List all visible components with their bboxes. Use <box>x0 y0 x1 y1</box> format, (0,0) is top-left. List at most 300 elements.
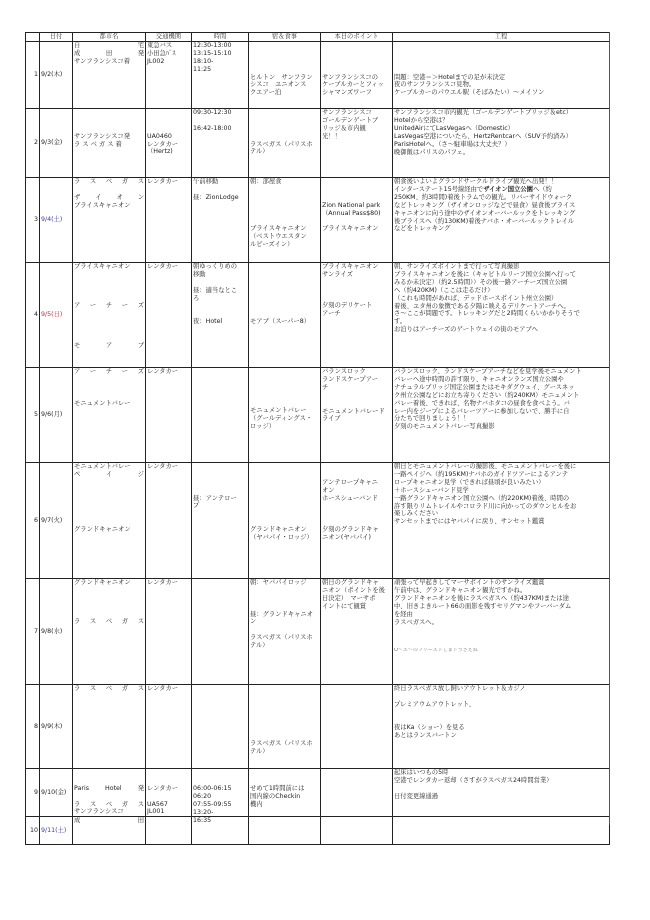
city-line: ラ ス ベ ガ ス <box>74 800 144 808</box>
header-row <box>26 33 610 42</box>
header-city: 都市名 <box>73 33 146 42</box>
point-line: オン <box>322 486 335 494</box>
itinerary-line: サンフランシスコ市内観光（ゴールデンゲートブリッジ＆etc） <box>394 109 573 116</box>
lodging-line: ルビーズイン） <box>250 241 294 249</box>
date-cell: 9/7(火) <box>40 463 73 579</box>
lodging-line <box>250 194 319 202</box>
time-line: ろ <box>193 294 200 302</box>
itinerary-line: 後ブライスへ（約130KM)着後ナバホ・オーバールックトレイル <box>394 217 575 225</box>
point-line: アーチ <box>322 310 341 318</box>
city-line: ラ ス ベ ガ ス <box>74 178 144 185</box>
time-cell <box>192 769 249 817</box>
header-lodging: 宿＆食事 <box>249 33 321 42</box>
itinerary-line: ク州立公園などにお立ち寄りください（約240KM）モニュメント <box>394 391 580 399</box>
lodging-line <box>250 685 319 693</box>
city-line: ブライスキャニオン <box>74 201 131 209</box>
itinerary-line: LasVegas空港についたら、HertzRentcarへ（SUV予約済み） <box>394 132 573 140</box>
time-line: 朝ゆっくりめの <box>193 263 238 270</box>
point-line: 光！！ <box>322 132 341 140</box>
point-line <box>322 392 391 400</box>
time-line: 07:55-09:55 <box>193 800 232 808</box>
city-cell <box>73 579 146 685</box>
itinerary-line: 夜のサンフランシスコ見物。 <box>394 81 476 89</box>
city-line <box>74 587 144 595</box>
lodging-line <box>250 58 319 66</box>
lodging-line <box>250 769 319 777</box>
itinerary-line: バレーへ途中時間の許す限り、キャニオンランズ国立公園や <box>394 375 564 383</box>
table-row <box>26 178 610 263</box>
lodging-line <box>250 777 319 785</box>
day-number: 1 <box>26 42 40 109</box>
point-line: サンライズ <box>322 270 353 278</box>
point-line <box>322 58 391 66</box>
itinerary-line: などトレッキング（ザイオンロッジなどで昼食）昼食後ブライス <box>394 201 576 209</box>
point-line: イントにて観賞 <box>322 602 367 610</box>
city-line <box>74 518 144 526</box>
time-cell <box>192 368 249 463</box>
lodging-line: クエアー泊 <box>250 89 282 97</box>
lodging-line <box>250 463 319 471</box>
itinerary-line: 楽しみください <box>394 510 439 518</box>
lodging-line: ヒルトン サンフラン <box>250 73 313 81</box>
itinerary-line: などをトレッキング <box>394 225 451 233</box>
lodging-line: （ベストウエスタン <box>250 233 307 241</box>
time-line <box>193 303 247 311</box>
city-line: ア ー チ ー ズ <box>74 302 144 310</box>
city-line: Paris Hotel 発 <box>74 784 144 792</box>
transport-line: レンタカー <box>147 685 179 692</box>
day-number: 2 <box>26 109 40 178</box>
city-line: モニュメントバレー <box>74 399 131 407</box>
lodging-line <box>250 587 319 595</box>
itinerary-line: 空港でレンタカー返却（さすがラスベガス24時間営業） <box>394 776 553 784</box>
city-line <box>74 510 144 518</box>
point-line: ニオン（ポイントを後 <box>322 586 385 594</box>
lodging-line <box>250 263 319 271</box>
time-cell <box>192 263 249 368</box>
lodging-line <box>250 510 319 518</box>
city-line: サンフランシスコ発 <box>74 132 131 140</box>
time-line <box>193 479 247 487</box>
itinerary-line: 晩御飯はパリスのパフェ。 <box>394 148 470 156</box>
transport-line: JL002 <box>147 57 165 65</box>
itinerary-line <box>394 58 608 66</box>
lodging-line <box>250 50 319 58</box>
point-line: ホースシューバンド <box>322 494 378 502</box>
city-line <box>74 502 144 510</box>
city-line <box>74 287 144 295</box>
date-cell: 9/5(日) <box>40 263 73 368</box>
city-line: ラ ス ベ ガ ス 着 <box>74 140 122 148</box>
itinerary-line: 夕刻のモニュメントバレー写真撮影 <box>394 423 495 431</box>
city-line: 成 田 発 <box>74 49 144 57</box>
city-cell <box>73 42 146 109</box>
point-line: 朝日のグランドキャ <box>322 579 379 586</box>
time-line <box>193 186 247 194</box>
lodging-line <box>250 701 319 709</box>
time-line: 昼：アンテロー <box>193 494 237 502</box>
time-line: 16:35 <box>193 817 212 825</box>
itinerary-line: 朝、サンライズポイントまで行って写真撮影 <box>394 263 520 270</box>
time-cell <box>192 109 249 178</box>
transport-cell <box>146 368 192 463</box>
lodging-line: グランドキャニオン <box>250 526 307 534</box>
point-cell <box>321 42 393 109</box>
transport-line: UA0460 <box>147 132 172 140</box>
lodging-line <box>250 518 319 526</box>
lodging-line <box>250 133 319 141</box>
point-line <box>322 518 391 526</box>
city-cell <box>73 769 146 817</box>
itinerary-line: 中、旧きよきルート66の面影を残すセリグマンやフーバーダム <box>394 602 572 610</box>
itinerary-line <box>394 42 608 50</box>
transport-line: レンタカー <box>147 263 179 270</box>
table-row <box>26 368 610 463</box>
city-line <box>74 310 144 318</box>
point-cell <box>321 579 393 685</box>
lodging-line <box>250 392 319 400</box>
table-row <box>26 817 610 845</box>
itinerary-line: 分たちで回りましょう！！ <box>394 415 470 423</box>
city-line <box>74 326 144 334</box>
time-line: 06:00-06:15 <box>193 784 232 792</box>
transport-cell <box>146 109 192 178</box>
time-line: 夜：Hotel <box>193 318 223 326</box>
point-line: （Annual Pass$80) <box>322 209 381 217</box>
itinerary-line: キャニオンに向う途中のザイオンオーバールックをトレッキング <box>394 209 576 217</box>
lodging-line <box>250 186 319 194</box>
transport-line <box>147 117 190 125</box>
city-cell <box>73 263 146 368</box>
itinerary-line: プレミアウムアウトレット、 <box>394 700 475 708</box>
city-line <box>74 318 144 326</box>
city-line: ブライスキャニオン <box>74 263 131 270</box>
lodging-line: 朝：部屋食 <box>250 178 282 185</box>
lodging-line: 朝：ヤバパイロッジ <box>250 579 307 586</box>
itinerary-line: 250KM、約3時間)着後トラムでの観光。リバーサイドウォーク <box>394 193 573 201</box>
itinerary-line: す。 <box>394 318 407 326</box>
transport-line: UA567 <box>147 800 168 808</box>
itinerary-line: ＋ホースシューバンド見学 <box>394 486 469 494</box>
city-line <box>74 392 144 400</box>
date-cell: 9/8(水) <box>40 579 73 685</box>
point-line <box>322 50 391 58</box>
point-line: ケーブルカーとフィッ <box>322 81 384 89</box>
time-line: 13:20- <box>193 808 214 816</box>
itinerary-line: サンセットまでにはヤバパイに戻り、サンセット鑑賞 <box>394 518 545 526</box>
itinerary-cell <box>393 263 610 368</box>
city-line: サンフランシスコ着 <box>74 57 131 65</box>
point-line: バランスロック <box>322 368 366 375</box>
point-line <box>322 279 391 287</box>
point-cell <box>321 178 393 263</box>
itinerary-line: 夜はKa（ショー）を見る <box>394 724 465 732</box>
transport-cell <box>146 178 192 263</box>
itinerary-cell <box>393 178 610 263</box>
lodging-line: モニュメントバレー <box>250 407 307 415</box>
date-cell: 9/3(金) <box>40 109 73 178</box>
transport-line: レンタカー <box>147 368 179 375</box>
city-line <box>74 487 144 495</box>
itinerary-line: Hotelから空港は？ <box>394 116 449 124</box>
time-line: 11:25 <box>193 65 212 73</box>
time-line: 午前移動 <box>193 178 219 185</box>
itinerary-line: ParisHotelへ。（さ～駐車場は大丈夫？） <box>394 140 511 148</box>
header-num <box>26 33 40 42</box>
itinerary-line: バレー着後、できれば、名物ナバホタコの昼食を食べよう。バ <box>394 399 570 407</box>
lodging-cell <box>249 769 321 817</box>
city-line: モ ア ブ <box>74 341 144 349</box>
itinerary-line <box>394 785 608 793</box>
time-line: 13:15-15:10 <box>193 49 232 57</box>
itinerary-line: ロープキャニオン見学（できれば昼頃が良いみたい） <box>394 478 545 486</box>
lodging-line <box>250 42 319 50</box>
lodging-line <box>250 287 319 295</box>
lodging-line: せめて1時間前には <box>250 784 305 792</box>
date-cell: 9/2(木) <box>40 42 73 109</box>
city-line: 自 宅 <box>74 42 144 49</box>
point-line: 日決定） マーサポ <box>322 594 376 602</box>
lodging-line: テル） <box>250 148 269 156</box>
city-cell <box>73 817 146 845</box>
time-line: 06:20 <box>193 792 212 800</box>
transport-cell <box>146 263 192 368</box>
city-line: ラ ス ベ ガ ス <box>74 685 144 692</box>
itinerary-cell <box>393 769 610 817</box>
lodging-line <box>250 384 319 392</box>
lodging-line <box>250 709 319 717</box>
time-line <box>193 471 247 479</box>
transport-line: レンタカー <box>147 463 179 470</box>
city-line <box>74 384 144 392</box>
lodging-cell <box>249 463 321 579</box>
itinerary-line: バランスロック、ランドスケープアーチなどを見学後モニュメント <box>394 368 582 375</box>
lodging-cell <box>249 178 321 263</box>
point-line <box>322 503 391 511</box>
lodging-line: ロッジ） <box>250 423 276 431</box>
point-line: リッジ＆市内観 <box>322 124 366 132</box>
itinerary-line: へ（約420KM)（ここは走るだけ） <box>394 286 494 294</box>
itinerary-line: ラスベガスへ。 <box>394 618 438 626</box>
point-line: ブライスキャニオン <box>322 263 379 270</box>
transport-cell <box>146 685 192 769</box>
city-line: ペ イ ジ <box>74 470 144 478</box>
lodging-line <box>250 66 319 74</box>
time-cell <box>192 178 249 263</box>
itinerary-body <box>26 42 610 845</box>
point-cell <box>321 263 393 368</box>
city-line: グランドキャニオン <box>74 526 131 534</box>
itinerary-line: お泊りはアーチーズのゲートウェイの街のモアブへ <box>394 326 538 334</box>
transport-line <box>147 769 190 777</box>
lodging-line <box>250 295 319 303</box>
lodging-cell <box>249 817 321 845</box>
lodging-cell <box>249 368 321 463</box>
point-line <box>322 400 391 408</box>
lodging-line: 機内 <box>250 800 263 808</box>
point-line <box>322 66 391 74</box>
day-number: 3 <box>26 178 40 263</box>
transport-line: レンタカー <box>147 178 179 185</box>
transport-line <box>147 125 190 133</box>
transport-line: レンタカー <box>147 784 179 792</box>
itinerary-line: レー内をジープによるバレーツアーに参加しないで、勝手に自 <box>394 407 570 415</box>
itinerary-line: ナチュラルブリッジ国定公園またはモキダグウェイ、グースネッ <box>394 383 575 391</box>
lodging-line <box>250 302 319 310</box>
itinerary-line: みるか未決定）（約2.5時間））その後一路アーチーズ国立公園 <box>394 278 568 286</box>
lodging-line <box>250 271 319 279</box>
lodging-line: モアブ（スーパー8） <box>250 318 311 326</box>
point-line: サンフランシスコの <box>322 73 379 81</box>
day-number: 10 <box>26 817 40 845</box>
lodging-line <box>250 495 319 503</box>
time-cell <box>192 685 249 769</box>
day-number: 7 <box>26 579 40 685</box>
city-cell <box>73 109 146 178</box>
point-line: チ <box>322 383 329 391</box>
day-number: 8 <box>26 685 40 769</box>
point-line <box>322 178 391 186</box>
time-cell <box>192 42 249 109</box>
point-line <box>322 471 391 479</box>
header-transport: 交通機関 <box>146 33 192 42</box>
itinerary-line: インターステート15号線経由でザイオン国立公園へ（約 <box>394 185 552 193</box>
city-line <box>74 279 144 287</box>
lodging-line: ブライスキャニオン <box>250 225 307 233</box>
point-line: アンテロープキャニ <box>322 478 378 486</box>
city-line <box>74 376 144 384</box>
lodging-line: 国内線のCheckin <box>250 792 301 800</box>
lodging-line <box>250 202 319 210</box>
lodging-line: ン <box>250 618 257 626</box>
lodging-line <box>250 471 319 479</box>
transport-cell <box>146 769 192 817</box>
lodging-line: テル） <box>250 748 269 756</box>
city-line: グランドキャニオン <box>74 579 131 586</box>
lodging-line: 昼：グランドキャニオ <box>250 610 313 618</box>
itinerary-cell <box>393 109 610 178</box>
table-row <box>26 579 610 685</box>
city-line <box>74 495 144 503</box>
time-line <box>193 487 247 495</box>
table-row <box>26 263 610 368</box>
date-cell: 9/4(土) <box>40 178 73 263</box>
lodging-line: テル） <box>250 642 269 650</box>
point-line <box>322 186 391 194</box>
lodging-cell <box>249 42 321 109</box>
date-cell: 9/11(土) <box>40 817 73 845</box>
transport-line: レンタカー <box>147 579 179 586</box>
lodging-line: ラスベガス（パリスホ <box>250 140 313 148</box>
itinerary-line <box>394 693 608 701</box>
itinerary-line: 朝日とモニュメントバレーの撮影後、モニュメントバレーを後に <box>394 463 577 470</box>
lodging-cell <box>249 263 321 368</box>
transport-line <box>147 109 190 117</box>
lodging-line: シスコ ユニオンス <box>250 81 307 89</box>
itinerary-line: UnitedAirにてLasVegasへ（Domestic） <box>394 124 514 132</box>
itinerary-line: 一路グランドキャニオン国立公園へ（約220KM)着後、時間の <box>394 494 570 502</box>
lodging-line <box>250 376 319 384</box>
lodging-line: （グールディングス・ <box>250 415 313 423</box>
city-line: ザ イ オ ン <box>74 193 144 201</box>
city-line <box>74 793 144 801</box>
itinerary-line: ケーブルカーのパウエル駅（そばみたい）～メイソン <box>394 89 545 97</box>
itinerary-cell <box>393 685 610 769</box>
time-line <box>193 777 247 785</box>
itinerary-cell <box>393 463 610 579</box>
itinerary-cell <box>393 42 610 109</box>
day-number: 4 <box>26 263 40 368</box>
point-line <box>322 463 391 471</box>
table-row <box>26 685 610 769</box>
lodging-line <box>250 479 319 487</box>
itinerary-line: あとはランスバートン <box>394 732 457 740</box>
point-line: ランドスケープアー <box>322 375 379 383</box>
city-line: 成 田 <box>74 817 144 825</box>
lodging-line <box>250 117 319 125</box>
itinerary-line: 起床はいつもの5時 <box>394 769 449 776</box>
city-line <box>74 271 144 279</box>
lodging-cell <box>249 685 321 769</box>
point-line: 夕刻のグランドキャ <box>322 526 379 534</box>
point-line: Zion National park <box>322 201 381 209</box>
itinerary-line: 一路ペイジへ（約195KM)ナバホのガイドツアーによるアンテ <box>394 470 569 478</box>
lodging-line <box>250 487 319 495</box>
lodging-line <box>250 109 319 117</box>
city-line <box>74 769 144 777</box>
city-line <box>74 109 144 117</box>
point-line: サンフランシスコ <box>322 109 372 116</box>
lodging-line <box>250 210 319 218</box>
city-line <box>74 334 144 342</box>
time-line <box>193 463 247 471</box>
lodging-cell <box>249 109 321 178</box>
city-cell <box>73 178 146 263</box>
lodging-line <box>250 595 319 603</box>
itinerary-table <box>25 32 610 845</box>
lodging-line <box>250 125 319 133</box>
city-line <box>74 125 144 133</box>
right-shadow-border <box>609 32 610 825</box>
point-cell <box>321 368 393 463</box>
transport-cell <box>146 463 192 579</box>
lodging-line: （ヤバパイ・ロッジ） <box>250 534 313 542</box>
point-line <box>322 287 391 295</box>
itinerary-line: 問題：空港＝＞Hotelまでの足が未決定 <box>394 73 506 81</box>
point-line: ブライスキャニオン <box>322 225 379 233</box>
point-line <box>322 42 391 50</box>
lodging-line <box>250 603 319 611</box>
time-line <box>193 279 247 287</box>
lodging-line: ラスベガス（パリスホ <box>250 740 313 748</box>
city-line <box>74 117 144 125</box>
header-itinerary: 工程 <box>393 33 610 42</box>
time-line: 09:30-12:30 <box>193 109 232 116</box>
itinerary-line <box>394 66 608 74</box>
city-cell <box>73 368 146 463</box>
point-line <box>322 194 391 202</box>
point-line: ニオン(ヤバパイ) <box>322 534 371 542</box>
point-line: シャマンズワーフ <box>322 89 372 97</box>
time-line: 18:10- <box>193 57 214 65</box>
itinerary-line: （これも時間があれば、デッドホースポイント州立公園） <box>394 294 558 302</box>
date-cell: 9/6(月) <box>40 368 73 463</box>
lodging-cell <box>249 579 321 685</box>
point-line: ゴールデンゲートブ <box>322 116 379 124</box>
city-line: ラ ス ベ ガ ス <box>74 618 144 626</box>
day-number: 5 <box>26 368 40 463</box>
itinerary-sheet <box>25 32 609 845</box>
